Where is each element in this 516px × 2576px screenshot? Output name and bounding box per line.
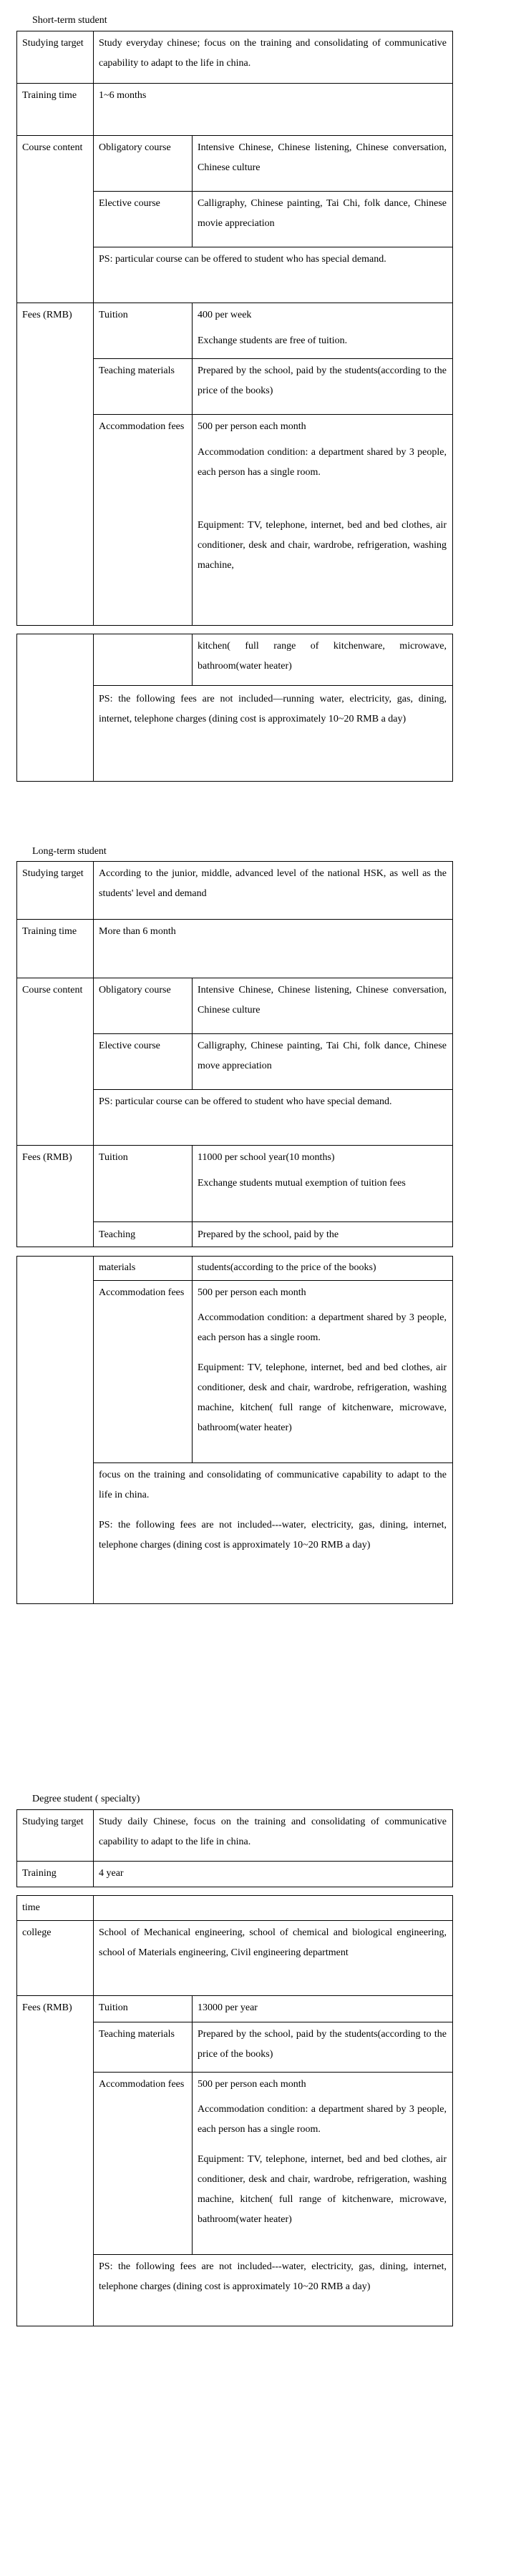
table-border bbox=[93, 1462, 453, 1463]
obligatory-course-value: Intensive Chinese, Chinese listening, Chinese conversation, Chinese culture bbox=[198, 985, 447, 1016]
accommodation-price: 500 per person each month bbox=[198, 1287, 306, 1298]
table-border bbox=[93, 414, 453, 415]
studying-target-label: Studying target bbox=[22, 38, 84, 49]
tuition-note: Exchange students are free of tuition. bbox=[198, 335, 348, 346]
equipment-list: Equipment: TV, telephone, internet, bed and bed clothes, air conditioner, desk and chair, wardrobe, refrigeration, washing machine, kitchen( full range of kitchenware, microwave, bathroom(water heater) bbox=[198, 2154, 447, 2225]
table-border bbox=[93, 2254, 453, 2255]
table-border bbox=[452, 1256, 453, 1603]
accommodation-condition: Accommodation condition: a department shared by 3 people, each person has a single room. bbox=[198, 2104, 447, 2135]
table-border bbox=[16, 83, 453, 84]
training-time-label: Training bbox=[22, 1868, 57, 1879]
materials-label: Teaching bbox=[99, 1229, 136, 1240]
table-border bbox=[16, 1809, 453, 1810]
accommodation-label: Accommodation fees bbox=[99, 1287, 185, 1298]
course-content-label: Course content bbox=[22, 985, 83, 996]
fees-label: Fees (RMB) bbox=[22, 1152, 72, 1163]
materials-label: Teaching materials bbox=[99, 2029, 175, 2040]
table-border bbox=[93, 1033, 453, 1034]
accommodation-label: Accommodation fees bbox=[99, 421, 185, 432]
tuition-label: Tuition bbox=[99, 2002, 128, 2013]
table-border bbox=[16, 1920, 453, 1921]
accommodation-label: Accommodation fees bbox=[99, 2079, 185, 2090]
table-border bbox=[452, 1895, 453, 2326]
table-border bbox=[16, 634, 17, 781]
table-border bbox=[16, 1895, 453, 1896]
studying-target-label: Studying target bbox=[22, 1817, 84, 1827]
training-time-label: Training time bbox=[22, 90, 77, 101]
table-border bbox=[16, 1895, 17, 2326]
table-border bbox=[16, 1256, 17, 1603]
tuition-value: 400 per week bbox=[198, 310, 252, 320]
table-border bbox=[16, 861, 453, 862]
studying-target-value: Study everyday chinese; focus on the training and consolidating of communicative capability to adapt to the life in china. bbox=[99, 38, 447, 69]
training-time-value: 1~6 months bbox=[99, 90, 147, 101]
elective-course-value: Calligraphy, Chinese painting, Tai Chi, folk dance, Chinese move appreciation bbox=[198, 1041, 447, 1071]
fees-label: Fees (RMB) bbox=[22, 2002, 72, 2013]
table-border bbox=[93, 1221, 453, 1222]
fees-label: Fees (RMB) bbox=[22, 310, 72, 320]
materials-value: Prepared by the school, paid by the students(according to the price of the books) bbox=[198, 2029, 447, 2060]
table-border bbox=[16, 1995, 453, 1996]
elective-course-value: Calligraphy, Chinese painting, Tai Chi, folk dance, Chinese movie appreciation bbox=[198, 198, 447, 229]
obligatory-course-label: Obligatory course bbox=[99, 142, 171, 153]
materials-value: Prepared by the school, paid by the bbox=[198, 1229, 339, 1240]
section-title-degree: Degree student ( specialty) bbox=[32, 1794, 140, 1804]
college-value: School of Mechanical engineering, school of chemical and biological engineering, school of Materials engineering, Civil engineering department bbox=[99, 1927, 447, 1958]
course-ps-note: PS: particular course can be offered to student who have special demand. bbox=[99, 1096, 392, 1107]
table-border bbox=[452, 1809, 453, 1887]
table-border bbox=[93, 1280, 453, 1281]
materials-label: Teaching materials bbox=[99, 365, 175, 376]
equipment-list: Equipment: TV, telephone, internet, bed and bed clothes, air conditioner, desk and chair, wardrobe, refrigeration, washing machine, kitchen( full range of kitchenware, microwave, bathroom(water heater) bbox=[198, 1362, 447, 1433]
tuition-label: Tuition bbox=[99, 1152, 128, 1163]
fees-ps-note: PS: the following fees are not included---water, electricity, gas, dining, internet, telephone charges (dining cost is approximately 10~20 RMB a day) bbox=[99, 1520, 447, 1550]
table-border bbox=[93, 1089, 453, 1090]
materials-value-continued: students(according to the price of the books) bbox=[198, 1262, 376, 1273]
elective-course-label: Elective course bbox=[99, 1041, 160, 1051]
table-border bbox=[16, 861, 17, 1247]
section-title-short-term: Short-term student bbox=[32, 15, 107, 26]
fees-ps-note: PS: the following fees are not included---water, electricity, gas, dining, internet, telephone charges (dining cost is approximately 10~20 RMB a day) bbox=[99, 2261, 447, 2292]
equipment-list-continued: kitchen( full range of kitchenware, microwave, bathroom(water heater) bbox=[198, 641, 447, 672]
elective-course-label: Elective course bbox=[99, 198, 160, 209]
training-time-value: More than 6 month bbox=[99, 926, 176, 937]
table-border bbox=[452, 861, 453, 1247]
course-ps-note: PS: particular course can be offered to student who has special demand. bbox=[99, 254, 386, 265]
accommodation-price: 500 per person each month bbox=[198, 2079, 306, 2090]
table-border bbox=[16, 1603, 453, 1604]
training-time-label-continued: time bbox=[22, 1902, 40, 1913]
table-border bbox=[452, 634, 453, 781]
fees-ps-note: PS: the following fees are not included—running water, electricity, gas, dining, internet, telephone charges (dining cost is approximately 10~20 RMB a day) bbox=[99, 694, 447, 724]
table-border bbox=[16, 781, 453, 782]
table-border bbox=[93, 191, 453, 192]
training-time-value: 4 year bbox=[99, 1868, 124, 1879]
table-border bbox=[16, 31, 17, 625]
accommodation-price: 500 per person each month bbox=[198, 421, 306, 432]
table-border bbox=[16, 625, 453, 626]
course-content-label: Course content bbox=[22, 142, 83, 153]
tuition-value: 11000 per school year(10 months) bbox=[198, 1152, 335, 1163]
tuition-value: 13000 per year bbox=[198, 2002, 258, 2013]
accommodation-condition: Accommodation condition: a department shared by 3 people, each person has a single room. bbox=[198, 1312, 447, 1343]
training-time-label: Training time bbox=[22, 926, 77, 937]
tuition-label: Tuition bbox=[99, 310, 128, 320]
table-border bbox=[16, 1861, 453, 1862]
tuition-note: Exchange students mutual exemption of tuition fees bbox=[198, 1178, 406, 1189]
table-border bbox=[93, 31, 94, 625]
studying-target-value: According to the junior, middle, advanced level of the national HSK, as well as the students' level and demand bbox=[99, 868, 447, 899]
equipment-list: Equipment: TV, telephone, internet, bed and bed clothes, air conditioner, desk and chair, wardrobe, refrigeration, washing machine, bbox=[198, 520, 447, 571]
table-border bbox=[16, 1145, 453, 1146]
table-border bbox=[93, 358, 453, 359]
section-title-long-term: Long-term student bbox=[32, 846, 107, 857]
college-label: college bbox=[22, 1927, 52, 1938]
table-border bbox=[93, 685, 453, 686]
table-border bbox=[93, 2072, 453, 2073]
materials-label-continued: materials bbox=[99, 1262, 136, 1273]
obligatory-course-value: Intensive Chinese, Chinese listening, Chinese conversation, Chinese culture bbox=[198, 142, 447, 173]
table-border bbox=[16, 135, 453, 136]
obligatory-course-label: Obligatory course bbox=[99, 985, 171, 996]
table-border bbox=[16, 919, 453, 920]
focus-note: focus on the training and consolidating of communicative capability to adapt to the life in china. bbox=[99, 1470, 447, 1500]
accommodation-condition: Accommodation condition: a department shared by 3 people, each person has a single room. bbox=[198, 447, 447, 478]
materials-value: Prepared by the school, paid by the students(according to the price of the books) bbox=[198, 365, 447, 396]
studying-target-value: Study daily Chinese, focus on the training and consolidating of communicative capability to adapt to the life in china. bbox=[99, 1817, 447, 1847]
table-border bbox=[452, 31, 453, 625]
studying-target-label: Studying target bbox=[22, 868, 84, 879]
